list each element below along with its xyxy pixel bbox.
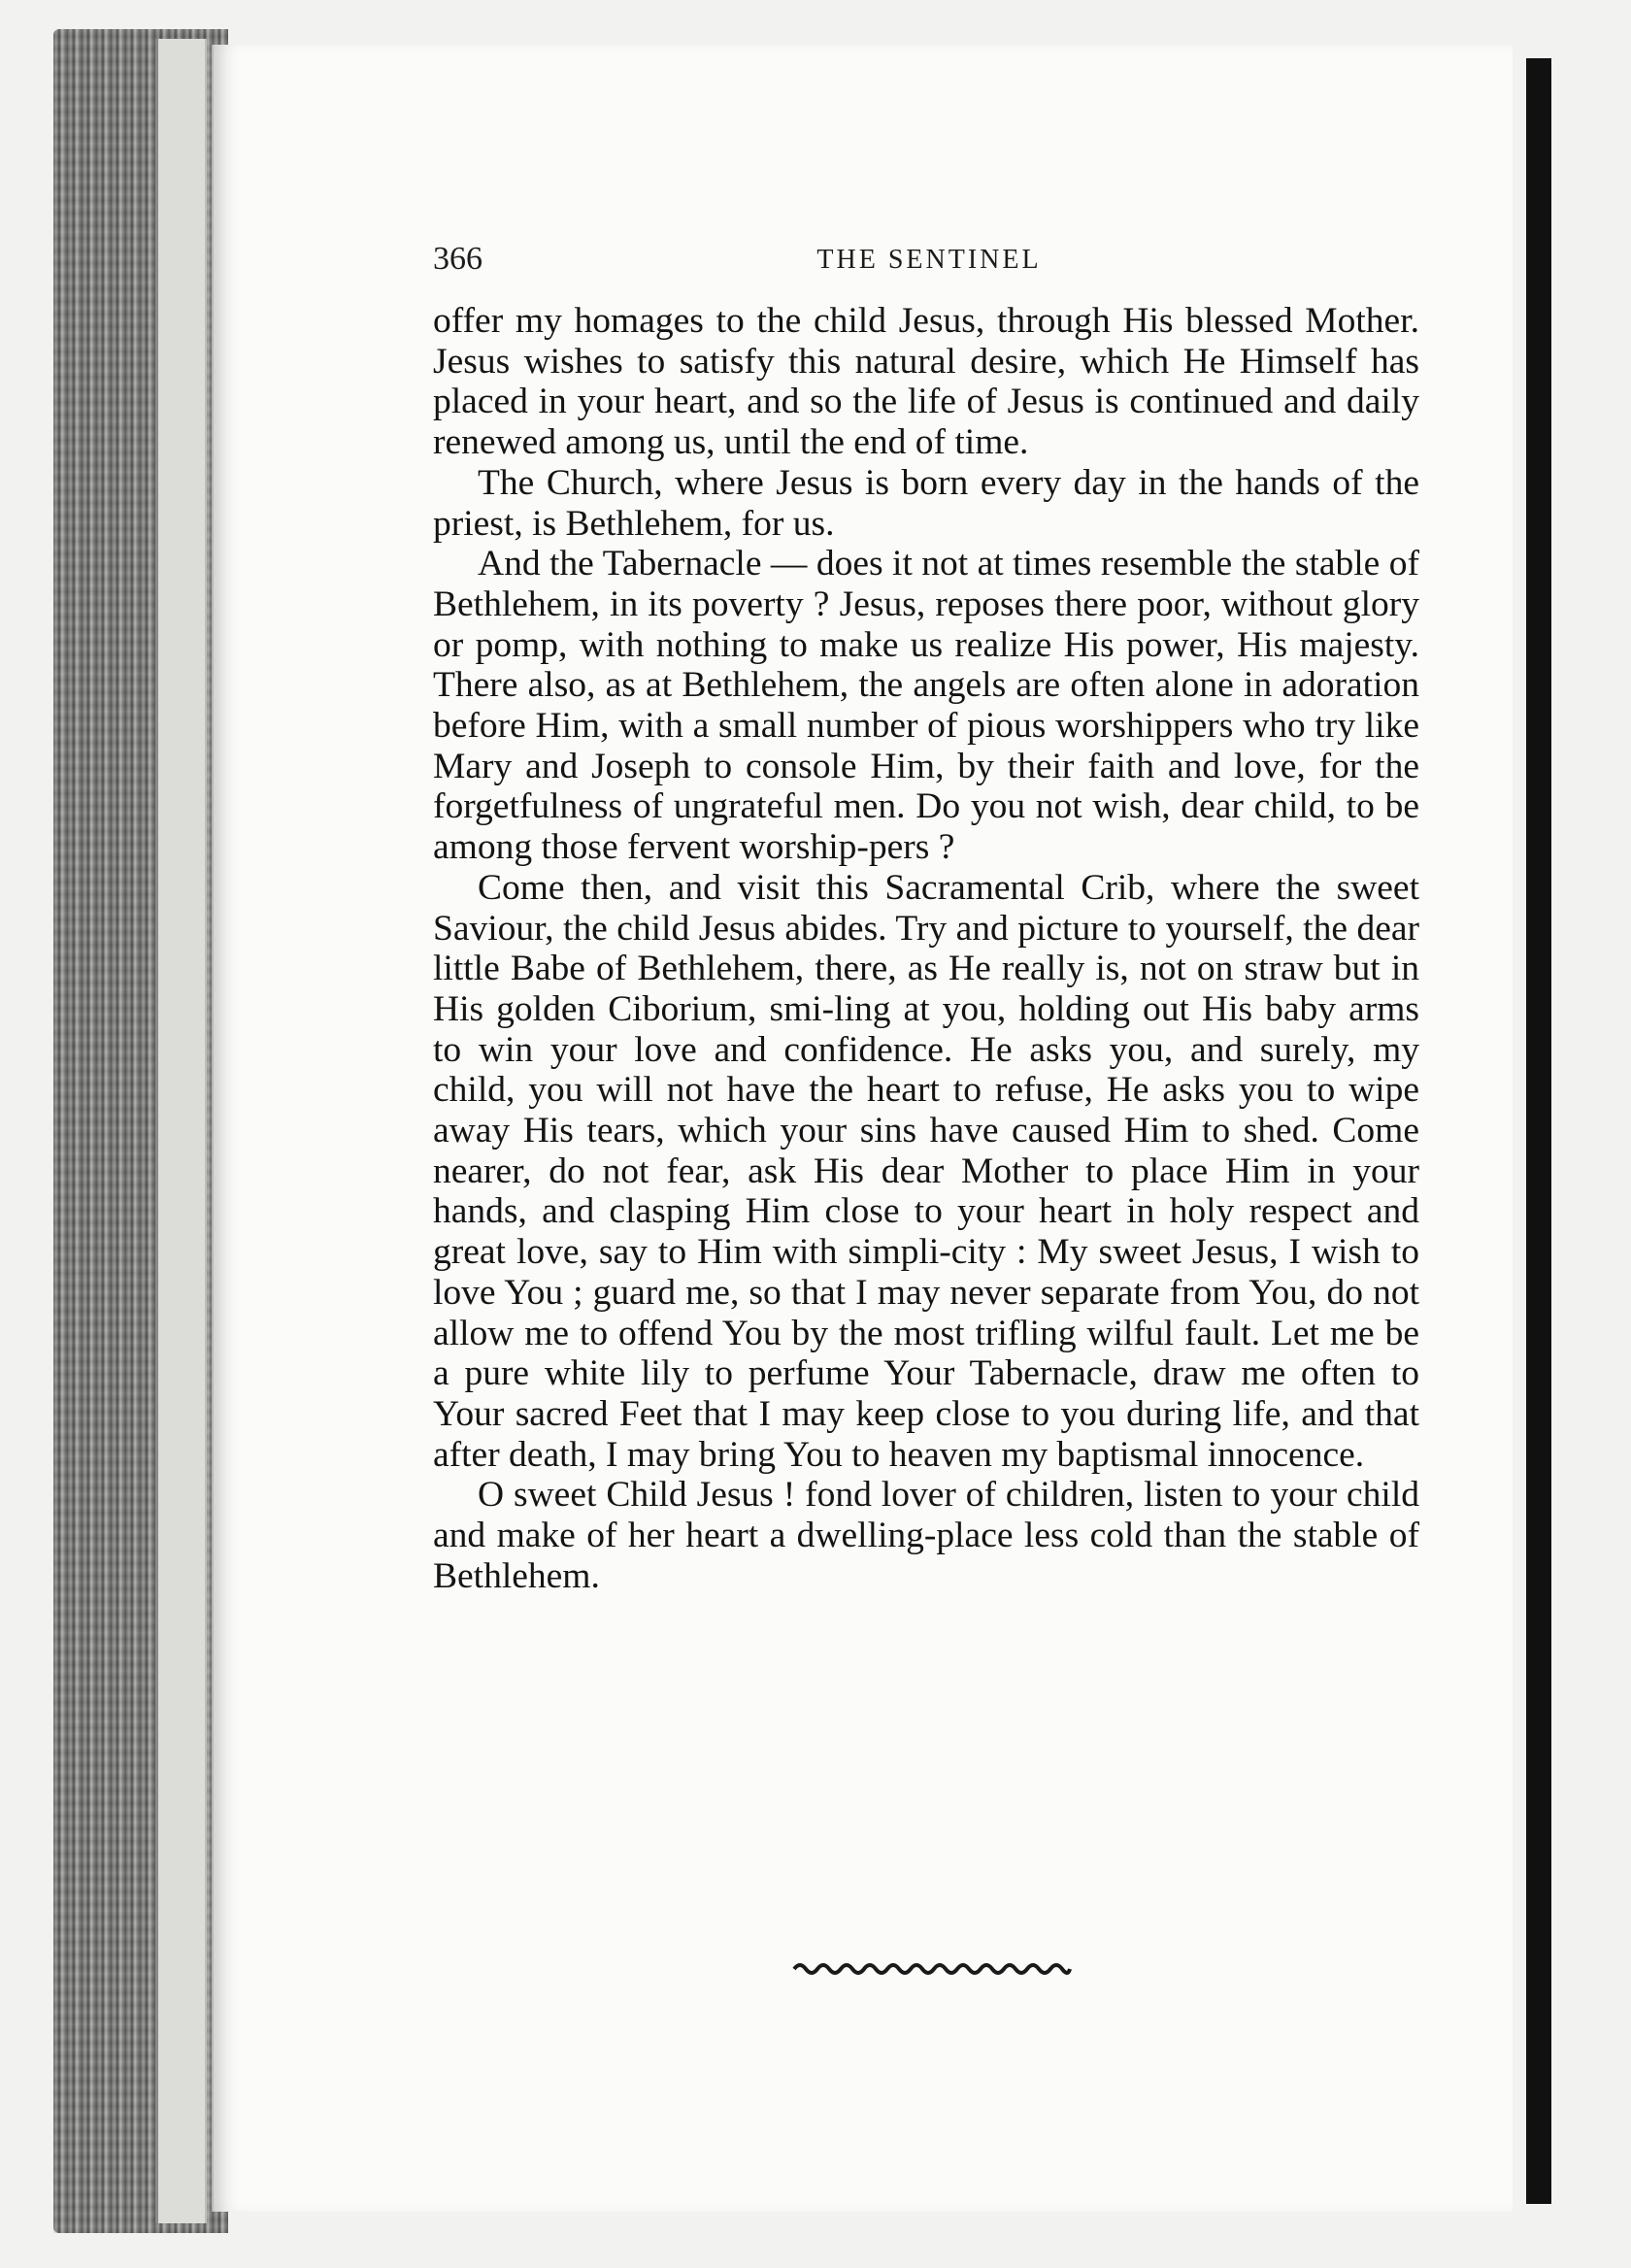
paragraph: offer my homages to the child Jesus, through His blessed Mother. Jesus wishes to satisfy this natural desire, which He Himself has placed in your heart, and so the life of Jesus is continued and daily renewed among us, until the end of time.: [433, 301, 1419, 463]
page-number: 366: [433, 241, 483, 277]
paragraph: O sweet Child Jesus ! fond lover of children, listen to your child and make of her heart a dwelling-place less cold than the stable of Bethlehem.: [433, 1475, 1419, 1596]
facing-page-gutter: [1526, 58, 1551, 2204]
body-text: [433, 301, 1419, 1597]
end-ornament-icon: [792, 1959, 1072, 1977]
page-header: [433, 241, 1425, 280]
book-cover-edge: [155, 39, 207, 2223]
paragraph: The Church, where Jesus is born every day in the hands of the priest, is Bethlehem, for us.: [433, 462, 1419, 544]
paragraph: Come then, and visit this Sacramental Crib, where the sweet Saviour, the child Jesus abides. Try and picture to yourself, the dear little Babe of Bethlehem, there, as He really is, not on straw but in His golden Ciborium, smi-ling at you, holding out His baby arms to win your love and confidence. He asks you, and surely, my child, you will not have the heart to refuse, He asks you to wipe away His tears, which your sins have caused Him to shed. Come nearer, do not fear, ask His dear Mother to place Him in your hands, and clasping Him close to your heart in holy respect and great love, say to Him with simpli-city : My sweet Jesus, I wish to love You ; guard me, so that I may never separate from You, do not allow me to offend You by the most trifling wilful fault. Let me be a pure white lily to perfume Your Tabernacle, draw me often to Your sacred Feet that I may keep close to you during life, and that after death, I may bring You to heaven my baptismal innocence.: [433, 867, 1419, 1475]
paragraph: And the Tabernacle — does it not at times resemble the stable of Bethlehem, in its poverty ? Jesus, reposes there poor, without glory or pomp, with nothing to make us realize His power, His majesty. There also, as at Bethlehem, the angels are often alone in adoration before Him, with a small number of pious worshippers who try like Mary and Joseph to console Him, by their faith and love, for the forgetfulness of ungrateful men. Do you not wish, dear child, to be among those fervent worship-pers ?: [433, 544, 1419, 868]
running-head: THE SENTINEL: [816, 245, 1042, 275]
